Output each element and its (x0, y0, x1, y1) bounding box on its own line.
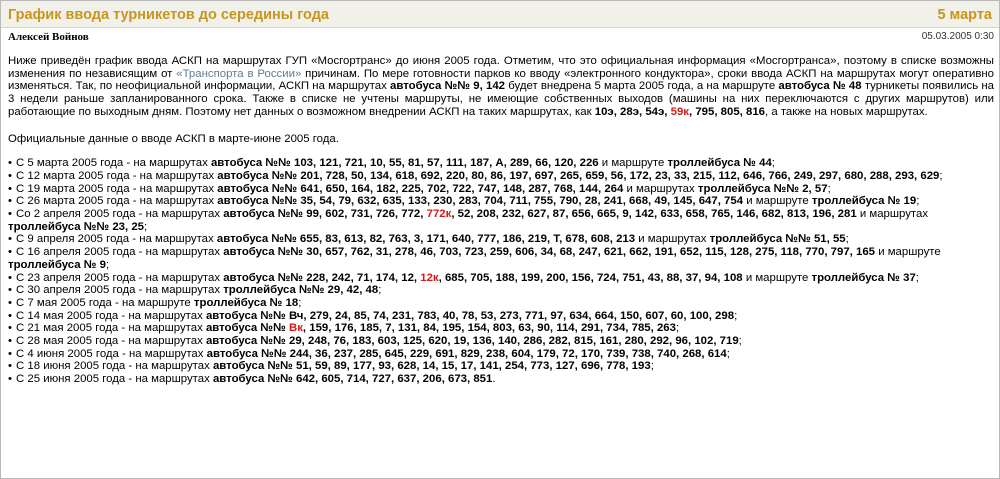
trolleybus-routes: троллейбуса №№ 29, 42, 48 (223, 284, 379, 297)
intro-bold-routes: , (688, 105, 696, 118)
schedule-list (8, 157, 994, 386)
item-end: ; (105, 258, 110, 271)
intro-bold-routes: 10э, 28э, 54э, (594, 105, 671, 118)
schedule-date: С 9 апреля 2005 года - на маршрутах (16, 233, 217, 246)
schedule-item (8, 348, 994, 361)
item-end: . (492, 373, 496, 386)
schedule-item (8, 233, 994, 246)
schedule-item (8, 335, 994, 348)
intro-bold-routes: автобуса №№ 9, 142 (390, 80, 506, 93)
item-end: ; (827, 182, 831, 195)
bus-routes: , 52, 208, 232, 627, 87, 656, 665, 9, 142, 633, 658, 765, 146, 682, 813, 196, 281 (451, 208, 857, 221)
item-end: ; (916, 195, 920, 208)
schedule-item (8, 246, 994, 271)
intro-text: Ниже приведён график ввода АСКП на маршрутах ГУП «Мосгортранс» до июня 2005 года. Отметим, что это официальная информация «Мосгортранса», поэтому в списке возможны изменения по независящим от (8, 55, 994, 80)
bus-routes: , 159, 176, 185, 7, 131, 84, 195, 154, 803, 63, 90, 114, 291, 734, 785, 263 (302, 322, 676, 335)
bus-routes: автобуса №№ 642, 605, 714, 727, 637, 206, 673, 851 (212, 373, 493, 386)
highlighted-route: 772к (426, 208, 452, 221)
bus-routes: автобуса №№ 244, 36, 237, 285, 645, 229, 691, 829, 238, 604, 179, 72, 170, 739, 738, 740, 268, 614 (206, 347, 727, 360)
trolleybus-routes: троллейбуса № 9 (8, 258, 106, 271)
item-end: ; (298, 296, 302, 309)
trolleybus-routes: троллейбуса № 37 (811, 271, 916, 284)
route-connector: и маршрутах (856, 208, 929, 221)
bus-routes: автобуса №№ Вч, 279, 24, 85, 74, 231, 783, 40, 78, 53, 273, 771, 97, 634, 664, 150, 607, 60, 100, 298 (205, 309, 735, 322)
bus-routes: автобуса №№ 641, 650, 164, 182, 225, 702, 722, 747, 148, 287, 768, 144, 264 (217, 182, 624, 195)
trolleybus-routes: троллейбуса № 44 (667, 157, 772, 170)
intro-text: турникеты появились на 3 недели раньше запланированного срока. Также в списке не учтены маршруты, не имеющие собственных выходов (машины на них переключаются с других маршрутов) или работающие по выходным дням. Поэтому нет данных о возможном внедрении АСКП на таких маршрутах, как (8, 80, 994, 118)
schedule-item (8, 297, 994, 310)
item-end: ; (939, 169, 943, 182)
bus-routes: автобуса №№ 228, 242, 71, 174, 12, (223, 271, 421, 284)
schedule-item (8, 272, 994, 285)
item-end: ; (738, 335, 742, 348)
schedule-item (8, 195, 994, 208)
schedule-item (8, 183, 994, 196)
bus-routes: автобуса №№ 29, 248, 76, 183, 603, 125, 620, 19, 136, 140, 286, 282, 815, 161, 280, 292, 96, 102, 719 (205, 335, 739, 348)
schedule-date: С 7 мая 2005 года - на маршруте (16, 296, 194, 309)
schedule-item (8, 322, 994, 335)
schedule-item (8, 170, 994, 183)
trolleybus-routes: троллейбуса № 19 (811, 195, 917, 208)
transport-russia-link[interactable]: «Транспорта в России» (176, 67, 302, 80)
route-connector: и маршруте (598, 157, 668, 170)
article-header (1, 1, 999, 28)
intro-text: , а также на новых маршрутах. (765, 105, 928, 118)
item-end: ; (726, 347, 730, 360)
bus-routes: автобуса №№ (205, 322, 289, 335)
intro-text: будет внедрена 5 марта 2005 года, а на маршруте (505, 80, 779, 93)
trolleybus-routes: троллейбуса № 18 (193, 296, 299, 309)
intro-red-route: 59к (670, 105, 689, 118)
item-end: ; (771, 157, 775, 170)
trolleybus-routes: троллейбуса №№ 23, 25 (8, 220, 145, 233)
schedule-date: С 12 марта 2005 года - на маршрутах (16, 169, 218, 182)
schedule-date: С 23 апреля 2005 года - на маршрутах (16, 271, 224, 284)
schedule-item (8, 284, 994, 297)
schedule-date: С 4 июня 2005 года - на маршрутах (16, 347, 207, 360)
article-meta (8, 31, 994, 44)
author-name[interactable]: Алексей Войнов (8, 31, 89, 43)
intro-text: причинам. По мере готовности парков ко вводу «электронного кондуктора», сроки ввода АСКП на маршрутах могут оперативно изменяться. Так, по неофициальной информации, АСКП на маршрутах (8, 67, 994, 93)
bus-routes: автобуса №№ 655, 83, 613, 82, 763, 3, 171, 640, 777, 186, 219, Т, 678, 608, 213 (216, 233, 636, 246)
schedule-date: С 26 марта 2005 года - на маршрутах (16, 195, 218, 208)
highlighted-route: Вк (288, 322, 303, 335)
bus-routes: автобуса №№ 35, 54, 79, 632, 635, 133, 230, 283, 704, 711, 755, 790, 28, 241, 668, 49, 145, 647, 754 (217, 195, 744, 208)
trolleybus-routes: троллейбуса №№ 2, 57 (697, 182, 828, 195)
schedule-date: С 25 июня 2005 года - на маршрутах (16, 373, 213, 386)
intro-bold-routes: автобуса № 48 (778, 80, 862, 93)
schedule-date: С 18 июня 2005 года - на маршрутах (16, 360, 213, 373)
schedule-item (8, 208, 994, 233)
schedule-date: С 28 мая 2005 года - на маршрутах (16, 335, 206, 348)
schedule-item (8, 310, 994, 323)
bus-routes: , 685, 705, 188, 199, 200, 156, 724, 751, 43, 88, 37, 94, 108 (438, 271, 743, 284)
schedule-item (8, 373, 994, 386)
bus-routes: автобуса №№ 99, 602, 731, 726, 772, (223, 208, 427, 221)
item-end: ; (845, 233, 849, 246)
bus-routes: автобуса №№ 201, 728, 50, 134, 618, 692, 220, 80, 86, 197, 697, 265, 659, 56, 172, 23, 33, 215, 112, 646, 766, 249, 297, 680, 288, 293, 629 (217, 169, 940, 182)
schedule-date: С 5 марта 2005 года - на маршрутах (16, 157, 211, 170)
article-body (8, 55, 994, 386)
item-end: ; (378, 284, 382, 297)
schedule-date: С 19 марта 2005 года - на маршрутах (16, 182, 218, 195)
route-connector: и маршруте (875, 246, 941, 259)
item-end: ; (144, 220, 148, 233)
article-date: 5 марта (937, 7, 992, 23)
intro-paragraph (8, 55, 994, 119)
schedule-date: С 30 апреля 2005 года - на маршрутах (16, 284, 224, 297)
bus-routes: автобуса №№ 30, 657, 762, 31, 278, 46, 703, 723, 259, 606, 34, 68, 247, 621, 662, 191, 652, 115, 128, 275, 118, 770, 797, 165 (223, 246, 876, 259)
bus-routes: автобуса №№ 103, 121, 721, 10, 55, 81, 57, 111, 187, А, 289, 66, 120, 226 (210, 157, 599, 170)
bus-routes: автобуса №№ 51, 59, 89, 177, 93, 628, 14, 15, 17, 141, 254, 773, 127, 696, 778, 193 (212, 360, 651, 373)
post-timestamp: 05.03.2005 0:30 (921, 31, 994, 42)
item-end: ; (734, 309, 738, 322)
trolleybus-routes: троллейбуса №№ 51, 55 (709, 233, 846, 246)
schedule-item (8, 360, 994, 373)
item-end: ; (675, 322, 680, 335)
item-end: ; (915, 271, 919, 284)
schedule-date: Со 2 апреля 2005 года - на маршрутах (16, 208, 224, 221)
schedule-heading: Официальные данные о вводе АСКП в марте-июне 2005 года. (8, 132, 339, 145)
schedule-date: С 16 апреля 2005 года - на маршрутах (16, 246, 224, 259)
intro-bold-routes: 795, 805, 816 (695, 105, 766, 118)
schedule-item (8, 157, 994, 170)
route-connector: и маршрутах (623, 182, 698, 195)
highlighted-route: 12к (420, 271, 439, 284)
schedule-date: С 21 мая 2005 года - на маршрутах (16, 322, 206, 335)
article-title[interactable]: График ввода турникетов до середины года (8, 7, 329, 23)
route-connector: и маршруте (743, 195, 812, 208)
item-end: ; (650, 360, 654, 373)
schedule-date: С 14 мая 2005 года - на маршрутах (16, 309, 206, 322)
route-connector: и маршруте (742, 271, 812, 284)
route-connector: и маршрутах (635, 233, 710, 246)
